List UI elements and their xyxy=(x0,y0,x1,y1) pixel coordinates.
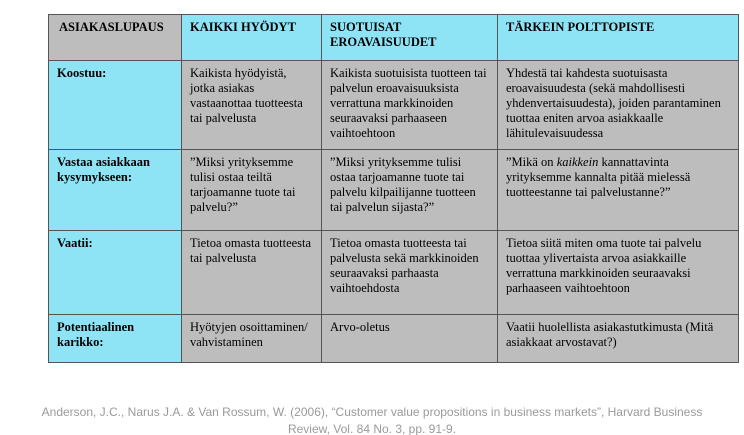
header-row xyxy=(49,15,739,61)
row-label-vastaa-asiakkaan-kysymykseen: Vastaa asiakkaan kysymykseen: xyxy=(49,150,182,231)
emphasis-word: kaikkein xyxy=(556,155,599,169)
table-row xyxy=(49,231,739,315)
table-cell: ”Miksi yrityksemme tulisi ostaa teiltä tarjoamanne tuote tai palvelu?” xyxy=(182,150,322,231)
citation xyxy=(0,404,744,435)
table-cell: Kaikista suotuisista tuotteen tai palvelun eroavaisuuksista verrattuna markkinoiden seuraavaksi parhaaseen vaihtoehtoon xyxy=(322,61,498,150)
table-cell-emphasis: ”Mikä on kaikkein kannattavinta yrityksemme kannalta pitää mielessä tuotteestanne tai palvelustanne?” xyxy=(498,150,739,231)
header-suotuisat-eroavaisuudet-text: SUOTUISAT EROAVAISUUDET xyxy=(330,20,437,49)
value-proposition-table xyxy=(48,14,739,363)
table-cell: Hyötyjen osoittaminen/ vahvistaminen xyxy=(182,315,322,363)
row-label-vaatii: Vaatii: xyxy=(49,231,182,315)
header-suotuisat-eroavaisuudet xyxy=(322,15,498,61)
table-cell: ”Miksi yrityksemme tulisi ostaa tarjoamanne tuote tai palvelu kilpailijanne tuotteen tai palvelun sijasta?” xyxy=(322,150,498,231)
header-tarkein-polttopiste: TÄRKEIN POLTTOPISTE xyxy=(498,15,739,61)
header-asiakaslupaus: ASIAKASLUPAUS xyxy=(49,15,182,61)
table-cell: Arvo-oletus xyxy=(322,315,498,363)
table-cell: Tietoa omasta tuotteesta tai palvelusta sekä markkinoiden seuraavaksi parhaasta vaihtoehdosta xyxy=(322,231,498,315)
table-row xyxy=(49,150,739,231)
table-cell: Yhdestä tai kahdesta suotuisasta eroavaisuudesta (sekä mahdollisesti yhdenvertaisuudesta), joiden parantaminen tuottaa eniten arvoa asiakkaalle lähitulevaisuudessa xyxy=(498,61,739,150)
table-cell: Tietoa omasta tuotteesta tai palvelusta xyxy=(182,231,322,315)
header-kaikki-hyodyt: KAIKKI HYÖDYT xyxy=(182,15,322,61)
row-label-koostuu: Koostuu: xyxy=(49,61,182,150)
table-row xyxy=(49,61,739,150)
citation-line-2: Review, Vol. 84 No. 3, pp. 91-9. xyxy=(287,422,457,435)
table-cell: Vaatii huolellista asiakastutkimusta (Mitä asiakkaat arvostavat?) xyxy=(498,315,739,363)
row-label-potentiaalinen-karikko: Potentiaalinen karikko: xyxy=(49,315,182,363)
table-row xyxy=(49,315,739,363)
citation-line-1: Anderson, J.C., Narus J.A. & Van Rossum, W. (2006), “Customer value propositions in business markets”, Harvard Business xyxy=(41,405,703,419)
table-cell: Kaikista hyödyistä, jotka asiakas vastaanottaa tuotteesta tai palvelusta xyxy=(182,61,322,150)
table-cell: Tietoa siitä miten oma tuote tai palvelu tuottaa ylivertaista arvoa asiakkaille verrattuna markkinoiden seuraavaksi parhaaseen vaihtoehtoon xyxy=(498,231,739,315)
